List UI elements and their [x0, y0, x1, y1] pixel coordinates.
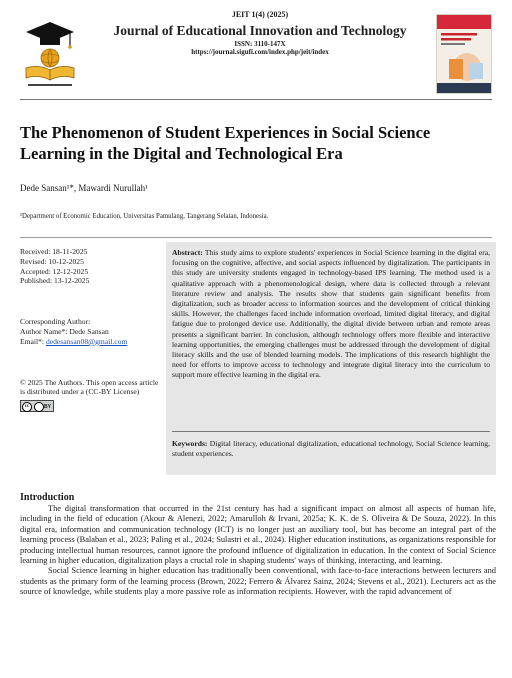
- introduction-body: [20, 504, 496, 598]
- journal-masthead: [90, 10, 430, 56]
- corresponding-author: [20, 317, 160, 346]
- header-divider: [20, 99, 492, 100]
- abstract-box: [166, 242, 496, 475]
- keywords-text: Digital literacy, educational digitalization, educational technology, Social Science learning, student experiences.: [172, 439, 490, 459]
- license-text: © 2025 The Authors. This open access article is distributed under a (CC-BY License): [20, 377, 159, 397]
- abstract-body: [172, 248, 490, 381]
- corr-email-row: [20, 337, 160, 347]
- corr-label: Corresponding Author:: [20, 317, 91, 327]
- paper-title: The Phenomenon of Student Experiences in Social Science Learning in the Digital and Technological Era: [20, 123, 431, 163]
- journal-cover-thumbnail: [436, 14, 492, 94]
- intro-paragraph-1: The digital transformation that occurred in the 21st century has had a significant impact on almost all aspects of human life, including in the field of education (Akour & Alenezi, 2022; Amarulloh & Irvani, 2025a; K. K. de S. Oliveira & De Souza, 2022). In this digital era, information and communication technology (ICT) is no longer just an auxiliary tool, but has become an integral part of the learning process (Balaban et al., 2023; Paling et al., 2024; Sulastri et al., 2024). Higher education institutions, as organizations responsible for producing intellectual human resources, cannot ignore the profound influence of digitalization in education. In the context of Social Science learning in higher education, digitalization plays a crucial role in shaping students' ways of thinking, interacting, and learning.: [20, 504, 496, 566]
- journal-code: JEIT 1(4) (2025): [231, 10, 289, 19]
- cc-icon: cc: [22, 402, 32, 412]
- accepted-date: Accepted: 12-12-2025: [20, 266, 89, 276]
- by-label-icon: BY: [44, 404, 51, 411]
- paper-affiliation: ¹Department of Economic Education, Universitas Pamulang, Tangerang Selatan, Indonesia.: [20, 213, 269, 220]
- cc-by-badge-icon[interactable]: [20, 400, 54, 412]
- article-dates: [20, 247, 160, 286]
- journal-url[interactable]: https://journal.sigufi.com/index.php/jeit/index: [191, 48, 329, 56]
- intro-paragraph-2: Social Science learning in higher education has traditionally been conventional, with face-to-face interactions between lecturers and students as the primary form of the learning process (Brown, 2022; Ferrero & Álvarez Sainz, 2024; Stevens et al., 2021). Lecturers act as the source of knowledge, while students play a more passive role as information recipients. However, with the rapid advancement of: [20, 566, 496, 597]
- corr-name: Author Name*: Dede Sansan: [20, 326, 109, 336]
- keywords-section: [172, 439, 490, 459]
- journal-title: Journal of Educational Innovation and Technology: [113, 23, 407, 38]
- keywords-label: Keywords:: [172, 439, 208, 448]
- abstract-text: This study aims to explore students' experiences in Social Science learning in the digital era, focusing on the cognitive, affective, and social aspects influenced by digitalization. The participants in this study are university students engaged in technology-based IPS learning. The method used is a qualitative approach with a phenomenological design, where data is collected through a relevant literature review and analysis. The results show that students gain significant benefits from digitalization, such as broader access to information sources and the development of critical thinking skills. However, the challenges faced include information overload, limited digital literacy, and digital fatigue due to prolonged device use. Additionally, the digital divide between urban and remote areas presents a significant barrier. In conclusion, although technology offers more flexible and interactive learning opportunities, the emerging challenges must be addressed through the development of digital literacy skills and the use of blended learning models. The implications of this research highlight the need for efforts to improve access to technology and integrate digital literacy into the curriculum to support more effective learning in the digital era.: [172, 248, 490, 380]
- published-date: Published: 13-12-2025: [20, 276, 90, 286]
- graduation-cap-book-logo: [20, 12, 80, 92]
- affiliation-divider: [20, 237, 492, 238]
- by-person-icon: [34, 402, 44, 412]
- abstract-label: Abstract:: [172, 248, 203, 257]
- keywords-divider: [172, 431, 490, 432]
- paper-authors: Dede Sansan¹*, Mawardi Nurullah¹: [20, 183, 148, 193]
- journal-header: [20, 10, 492, 96]
- email-label: Email*:: [20, 336, 45, 346]
- email-link[interactable]: dedesansan08@gmail.com: [45, 336, 128, 346]
- section-heading-introduction: Introduction: [20, 492, 75, 503]
- article-info-sidebar: [20, 247, 160, 415]
- received-date: Received: 18-11-2025: [20, 247, 88, 256]
- revised-date: Revised: 10-12-2025: [20, 256, 84, 266]
- journal-issn: ISSN: 3110-147X: [234, 40, 286, 48]
